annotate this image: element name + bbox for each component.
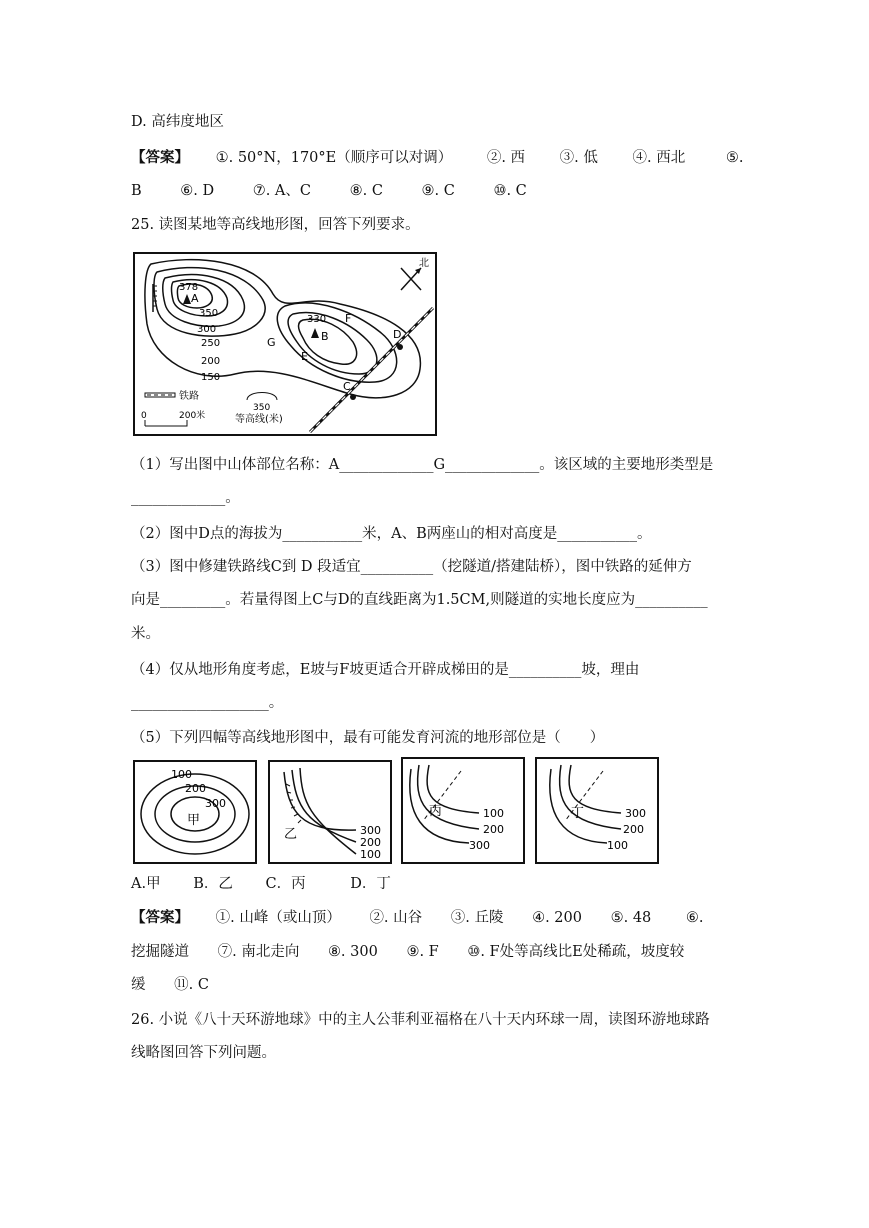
scale-zero: 0 <box>141 411 147 421</box>
answer-label: 【答案】 <box>131 909 189 926</box>
sub-question-3c: 米。 <box>131 626 160 642</box>
point-e-label: E <box>301 350 308 363</box>
answer-item: 挖掘隧道 <box>131 944 189 960</box>
peak-a-label: A <box>191 292 199 305</box>
answer-item: ⑧. C <box>349 183 383 199</box>
contour-label-200: 200 <box>201 356 221 367</box>
option-d: D. 高纬度地区 <box>131 114 224 130</box>
answer-item: ⑨. F <box>406 944 439 960</box>
mini3-label-100: 100 <box>483 807 504 820</box>
answer-item: ③. 低 <box>559 150 598 166</box>
point-d-label: D <box>393 328 402 341</box>
answer-label: 【答案】 <box>131 149 189 166</box>
contour-label-300: 300 <box>197 324 217 335</box>
answer-item: B <box>131 183 142 199</box>
mini2-label-100: 100 <box>360 848 381 861</box>
answer-item: ④. 200 <box>532 910 582 926</box>
mini-map-jia <box>133 760 257 864</box>
answer-item: ③. 丘陵 <box>450 910 504 926</box>
answer-block-24-line1 <box>131 148 743 168</box>
point-c-label: C <box>343 380 351 393</box>
answer-block-25-line2 <box>131 942 684 962</box>
answer-item: ⑦. 南北走向 <box>217 944 300 960</box>
option-a: A.甲 <box>131 876 161 892</box>
answer-item: ①. 50°N，170°E（顺序可以对调） <box>215 150 453 166</box>
sub-question-1b: _____________。 <box>131 490 240 506</box>
mini4-label-300: 300 <box>625 807 646 820</box>
sub-question-4b: ___________________。 <box>131 695 284 711</box>
mini1-label-300: 300 <box>205 797 226 810</box>
answer-item: ⑩. C <box>493 183 527 199</box>
answer-item: ⑨. C <box>421 183 455 199</box>
legend-rail-label: 铁路 <box>179 391 199 402</box>
mini-map-yi <box>268 760 392 864</box>
contour-map <box>133 252 437 436</box>
mini4-mark: 丁 <box>571 806 585 821</box>
answer-item: ⑥. D <box>180 183 215 199</box>
contour-label-250: 250 <box>201 338 221 349</box>
mini2-mark: 乙 <box>284 827 298 842</box>
north-label: 北 <box>419 258 429 269</box>
answer-block-25-line1 <box>131 908 704 928</box>
answer-item: ⑤. <box>725 150 744 166</box>
mini1-label-200: 200 <box>185 782 206 795</box>
answer-item: ①. 山峰（或山顶） <box>215 910 341 926</box>
mini4-label-100: 100 <box>607 839 628 852</box>
legend-contour-value: 350 <box>253 403 271 413</box>
sub-question-3b: 向是_________。若量得图上C与D的直线距离为1.5CM,则隧道的实地长度应为__________ <box>131 592 708 608</box>
peak-b-label: B <box>321 330 329 343</box>
mini3-label-200: 200 <box>483 823 504 836</box>
mini1-label-100: 100 <box>171 768 192 781</box>
mini2-label-200: 200 <box>360 836 381 849</box>
answer-item: ⑦. A、C <box>252 183 312 199</box>
contour-label-150: 150 <box>201 372 221 383</box>
answer-item: ②. 西 <box>486 150 526 166</box>
contour-label-350: 350 <box>199 308 219 319</box>
options-row <box>131 874 391 894</box>
peak-a-value: 378 <box>179 282 199 293</box>
question-26-stem-a: 26. 小说《八十天环游地球》中的主人公菲利亚福格在八十天内环球一周，读图环游地球路 <box>131 1012 710 1028</box>
peak-b-value: 330 <box>307 314 327 325</box>
point-f-label: F <box>345 312 352 325</box>
mini1-mark: 甲 <box>187 813 201 828</box>
sub-question-1a: （1）写出图中山体部位名称：A_____________G_____________。该区域的主要地形类型是 <box>131 457 714 473</box>
legend-contour-label: 等高线(米) <box>235 414 283 425</box>
mini3-mark: 丙 <box>429 804 443 819</box>
answer-block-24-line2 <box>131 181 527 201</box>
answer-item: ⑥. <box>685 910 704 926</box>
mini2-label-300: 300 <box>360 824 381 837</box>
question-25-stem: 25. 读图某地等高线地形图，回答下列要求。 <box>131 217 420 233</box>
answer-item: ⑪. C <box>174 977 209 993</box>
mini-map-bing <box>401 757 525 864</box>
answer-item: ⑧. 300 <box>327 944 378 960</box>
point-g-label: G <box>267 336 276 349</box>
contour-map-svg <box>135 254 435 434</box>
sub-question-2: （2）图中D点的海拔为___________米，A、B两座山的相对高度是___________。 <box>131 526 652 542</box>
question-26-stem-b: 线略图回答下列问题。 <box>131 1045 276 1061</box>
option-d: D．丁 <box>350 876 391 892</box>
sub-question-4a: （4）仅从地形角度考虑，E坡与F坡更适合开辟成梯田的是__________坡，理由 <box>131 662 640 678</box>
answer-item: ⑩. F处等高线比E处稀疏，坡度较 <box>467 944 685 960</box>
answer-block-25-line3 <box>131 975 209 995</box>
answer-item: ②. 山谷 <box>369 910 423 926</box>
scale-value: 200米 <box>179 411 206 421</box>
sub-question-3a: （3）图中修建铁路线C到 D 段适宜__________（挖隧道/搭建陆桥），图中铁路的延伸方 <box>131 559 692 575</box>
sub-question-5: （5）下列四幅等高线地形图中，最有可能发育河流的地形部位是（ ） <box>131 730 605 746</box>
answer-item: 缓 <box>131 977 146 993</box>
mini-map-ding <box>535 757 659 864</box>
option-c: C．丙 <box>265 876 306 892</box>
answer-item: ⑤. 48 <box>610 910 652 926</box>
answer-item: ④. 西北 <box>632 150 686 166</box>
option-b: B．乙 <box>193 876 233 892</box>
mini4-label-200: 200 <box>623 823 644 836</box>
mini3-label-300: 300 <box>469 839 490 852</box>
